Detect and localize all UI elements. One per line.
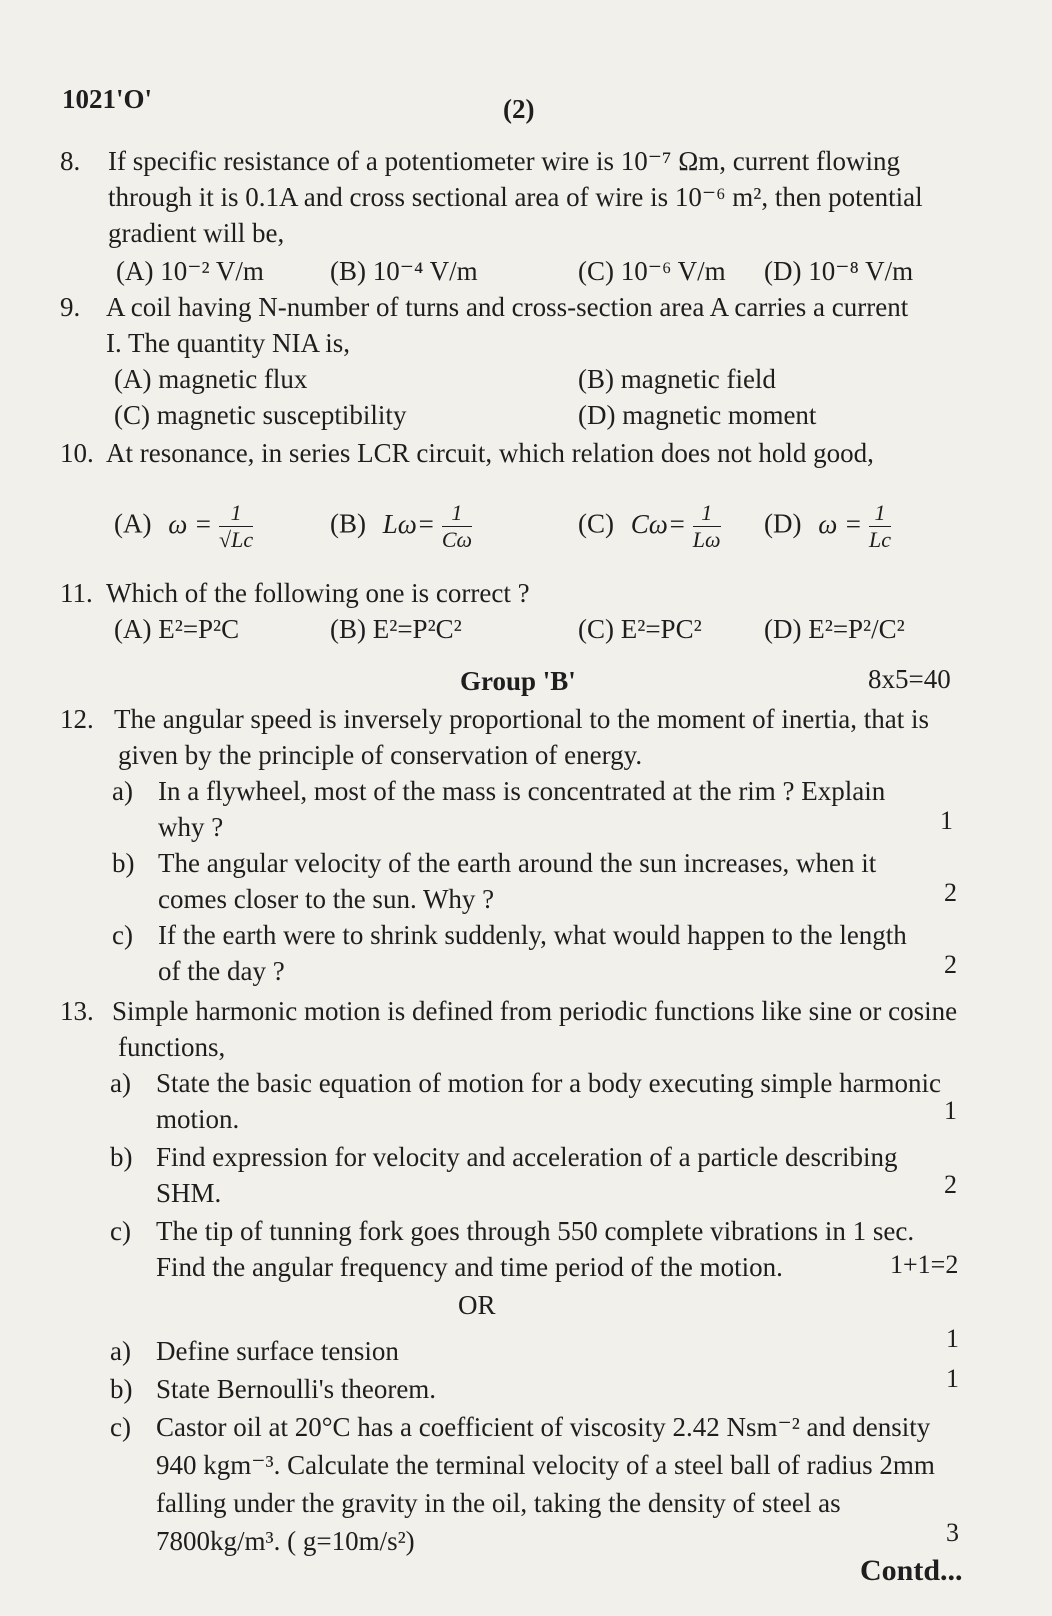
q12-b-label: b) [112, 848, 135, 878]
q11-number: 11. [60, 578, 93, 608]
q13-a-label: a) [110, 1068, 131, 1098]
q13-b-label: b) [110, 1142, 133, 1172]
group-b-marks: 8x5=40 [868, 664, 951, 694]
q10-d-fraction: $\frac{1}{Lc}$ [869, 500, 892, 552]
q13-a-line-1: State the basic equation of motion for a body executing simple harmonic [156, 1068, 942, 1098]
q12-b-line-2: comes closer to the sun. Why ? [158, 884, 495, 914]
q10-option-d: (D) ω = $\frac{1}{Lc}$ [764, 500, 892, 552]
q10-c-fraction: $\frac{1}{L\omega}$ [692, 500, 721, 552]
q10-option-c: (C) Cω= $\frac{1}{L\omega}$ [578, 500, 721, 552]
q10-option-a: (A) ω = $\frac{1}{√Lc}$ [114, 500, 254, 552]
q9-option-d: (D) magnetic moment [578, 400, 817, 430]
q12-a-label: a) [112, 776, 133, 806]
q9-option-b: (B) magnetic field [578, 364, 776, 394]
paper-code: 1021'O' [62, 84, 153, 114]
q12-a-marks: 1 [940, 806, 953, 835]
q13-line-1: Simple harmonic motion is defined from periodic functions like sine or cosine [112, 996, 958, 1026]
q13-c-label: c) [110, 1216, 131, 1246]
q12-c-line-1: If the earth were to shrink suddenly, what would happen to the length [158, 920, 907, 950]
q11-option-b: (B) E²=P²C² [330, 614, 462, 644]
q13-line-2: functions, [118, 1032, 226, 1062]
page-number: (2) [503, 94, 535, 124]
q9-option-a: (A) magnetic flux [114, 364, 308, 394]
q10-option-b: (B) Lω= $\frac{1}{C\omega}$ [330, 500, 473, 552]
q11-option-a: (A) E²=P²C [114, 614, 240, 644]
q12-c-label: c) [112, 920, 133, 950]
q13-or-a-marks: 1 [946, 1324, 959, 1353]
q11-option-d: (D) E²=P²/C² [764, 614, 905, 644]
q13-or-c-line-3: falling under the gravity in the oil, taking the density of steel as [156, 1488, 841, 1518]
q8-option-b: (B) 10⁻⁴ V/m [330, 256, 478, 286]
q11-text: Which of the following one is correct ? [106, 578, 530, 608]
q8-number: 8. [60, 146, 81, 176]
q13-a-line-2: motion. [156, 1104, 240, 1134]
q13-b-line-2: SHM. [156, 1178, 222, 1208]
q12-b-marks: 2 [944, 878, 957, 907]
q10-b-fraction: $\frac{1}{C\omega}$ [441, 500, 473, 552]
or-separator: OR [458, 1290, 496, 1320]
q13-or-b-marks: 1 [946, 1364, 959, 1393]
q8-option-a: (A) 10⁻² V/m [116, 256, 264, 286]
q13-or-c-line-4: 7800kg/m³. ( g=10m/s²) [156, 1526, 415, 1556]
q12-a-line-2: why ? [158, 812, 224, 842]
q13-b-line-1: Find expression for velocity and acceleration of a particle describing [156, 1142, 898, 1172]
q11-option-c: (C) E²=PC² [578, 614, 702, 644]
q8-option-d: (D) 10⁻⁸ V/m [764, 256, 914, 286]
q9-option-c: (C) magnetic susceptibility [114, 400, 407, 430]
q12-a-line-1: In a flywheel, most of the mass is concentrated at the rim ? Explain [158, 776, 886, 806]
q13-or-c-line-1: Castor oil at 20°C has a coefficient of viscosity 2.42 Nsm⁻² and density [156, 1412, 931, 1442]
q12-b-line-1: The angular velocity of the earth around the sun increases, when it [158, 848, 877, 878]
q12-c-marks: 2 [944, 950, 957, 979]
q13-or-c-marks: 3 [946, 1518, 959, 1547]
q9-line-1: A coil having N-number of turns and cross-section area A carries a current [106, 292, 909, 322]
q13-number: 13. [60, 996, 94, 1026]
q13-c-line-1: The tip of tunning fork goes through 550 complete vibrations in 1 sec. [156, 1216, 915, 1246]
q13-or-b-text: State Bernoulli's theorem. [156, 1374, 437, 1404]
q12-number: 12. [60, 704, 94, 734]
q8-option-c: (C) 10⁻⁶ V/m [578, 256, 726, 286]
q13-or-b-label: b) [110, 1374, 133, 1404]
q9-line-2: I. The quantity NIA is, [106, 328, 350, 358]
q10-number: 10. [60, 438, 94, 468]
q8-line-3: gradient will be, [108, 218, 285, 248]
q9-number: 9. [60, 292, 81, 322]
q8-line-1: If specific resistance of a potentiometer wire is 10⁻⁷ Ωm, current flowing [108, 146, 900, 176]
q12-c-line-2: of the day ? [158, 956, 285, 986]
q13-c-line-2: Find the angular frequency and time period of the motion. [156, 1252, 783, 1282]
q13-or-c-line-2: 940 kgm⁻³. Calculate the terminal velocity of a steel ball of radius 2mm [156, 1450, 935, 1480]
q13-c-marks: 1+1=2 [890, 1250, 959, 1279]
q8-line-2: through it is 0.1A and cross sectional area of wire is 10⁻⁶ m², then potential [108, 182, 923, 212]
continued-label: Contd... [860, 1554, 963, 1587]
group-b-title: Group 'B' [460, 666, 576, 696]
q10-text: At resonance, in series LCR circuit, which relation does not hold good, [106, 438, 874, 468]
q13-or-c-label: c) [110, 1412, 131, 1442]
q13-b-marks: 2 [944, 1170, 957, 1199]
q12-line-1: The angular speed is inversely proportional to the moment of inertia, that is [114, 704, 930, 734]
q10-a-fraction: $\frac{1}{√Lc}$ [219, 500, 254, 552]
q13-a-marks: 1 [944, 1096, 957, 1125]
q13-or-a-text: Define surface tension [156, 1336, 399, 1366]
q12-line-2: given by the principle of conservation of energy. [118, 740, 643, 770]
q13-or-a-label: a) [110, 1336, 131, 1366]
